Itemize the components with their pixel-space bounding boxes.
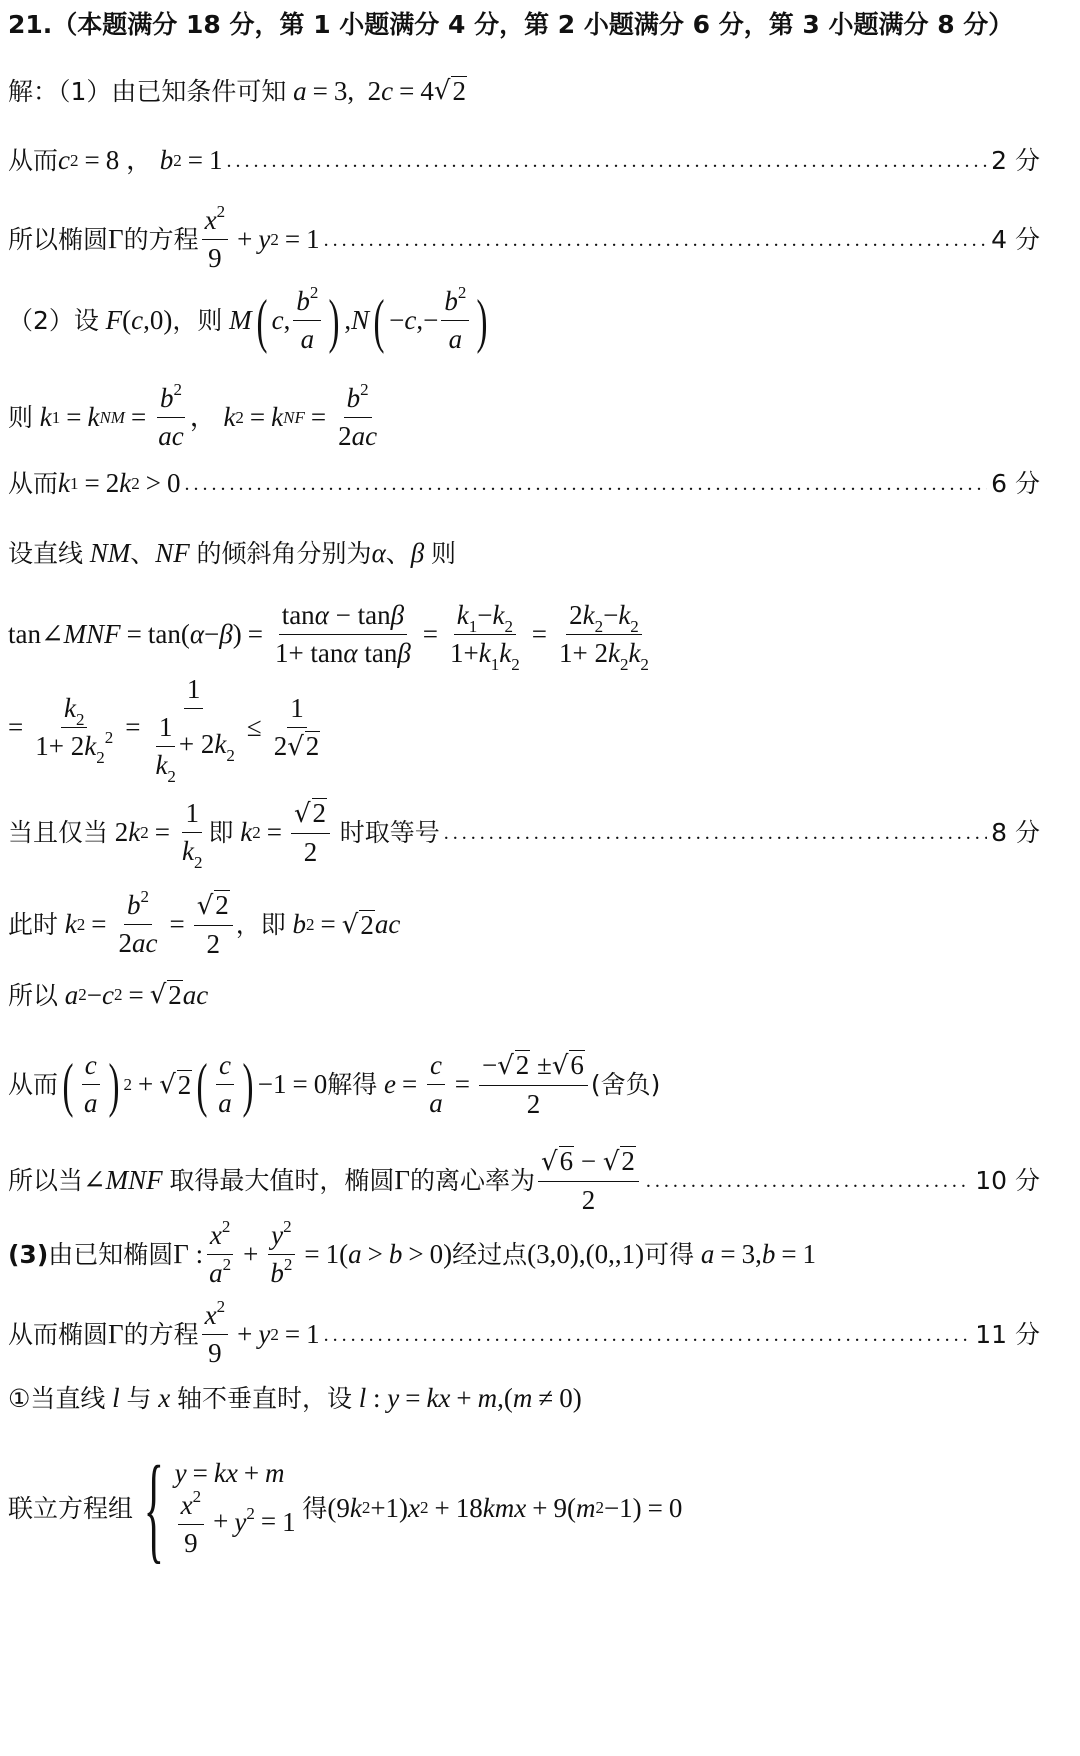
line-a2-c2: 所以 a 2 − c 2 = √ 2 ac [8, 979, 209, 1011]
line-given-a-c: 解：（1）由已知条件可知 a = 3, 2 c = 4 √ 2 [8, 75, 466, 107]
line-solve-e: 从而 ( c a ) 2 + √ 2 ( c a ) −1 = 0 解得 e = $\frac{c}{a}$ = $\frac{-√2 \pm√6}{2}$ (舍负) [8, 1050, 661, 1119]
line-ellipse-eq-1: 所以椭圆 Γ 的方程 $x^2$ 9 + y 2 = 1 ..... 4 分 [8, 205, 1040, 274]
line-inequality: = $\frac{k_2}{1+ 2k_2^2}$ = 1 $\frac{1}{k_2}$ + $2k_2$ ≤ $\frac{1}{2√2}$ [8, 674, 320, 787]
line-slopes: 则 k 1 = k NM = $\frac{b^2}{ac}$ ， k 2 = k NF = $\frac{b^2}{2ac}$ [8, 380, 378, 452]
problem-heading: 21.（本题满分 18 分，第 1 小题满分 4 分，第 2 小题满分 6 分，第 3 小题满分 8 分） [8, 10, 1014, 39]
line-equality-condition: 当且仅当 2 k 2 = $\frac{1}{k_2}$ 即 k 2 = $\frac{√2}{2}$ 时取等号 ..... 8 分 [8, 798, 1040, 868]
line-angles: 设直线 NM 、 NF 的倾斜角分别为 α 、 β 则 [8, 538, 456, 568]
line-case1: ①当直线 l 与 x 轴不垂直时，设 l : y = kx + m ,( m ≠ 0) [8, 1383, 582, 1413]
line-tan-expansion: tan∠ MNF = tan( α − β ) = $\frac{\tan\alpha - \tan\beta}{\text{1+ tanα tanβ}}$ = $\frac{k_1-k_2}{1+k_1k_2}$ = $\frac{2k_2-k_2}{1+ 2k_2k_2}$ [8, 600, 649, 675]
line-eccentricity: 所以当 ∠ MNF 取得最大值时，椭圆 Γ 的离心率为 √6 − √2 2 ..... 10 分 [8, 1146, 1040, 1216]
line-ellipse-eq-2: 从而椭圆 Γ 的方程 $x^2$ 9 + y 2 = 1 ..... 11 分 [8, 1300, 1040, 1369]
line-set-F-M-N: （2）设 F ( c ,0) ，则 M ( c , $b^2$ a ) , N ( − c ,− $b^2$ a ) [8, 283, 488, 355]
line-system: 联立方程组 { y = kx + m $\frac{x^2}{9}$ + $y^2 = 1$ 得 (9 k 2 +1) x 2 + 18 kmx + 9( m 2 −1) = 0 [8, 1441, 683, 1574]
line-k1-2k2: 从而 k 1 = 2 k 2 > 0 ..... 6 分 [8, 470, 1040, 497]
line-k2-value: 此时 k 2 = $\frac{b^2}{2ac}$ = $\frac{√2}{2}$ ，即 b 2 = √ 2 ac [8, 887, 401, 959]
line-c2-b2: 从而 c 2 = 8 ， b 2 = 1 ..... 2 分 [8, 147, 1040, 174]
line-part3-given: (3) 由已知椭圆 Γ : $x^2$ $a^2$ + $\frac{y^2}{b^2}$ = 1( a > b > 0) 经过点 (3,0),(0,,1) 可得 a = 3, b = 1 [8, 1217, 817, 1289]
